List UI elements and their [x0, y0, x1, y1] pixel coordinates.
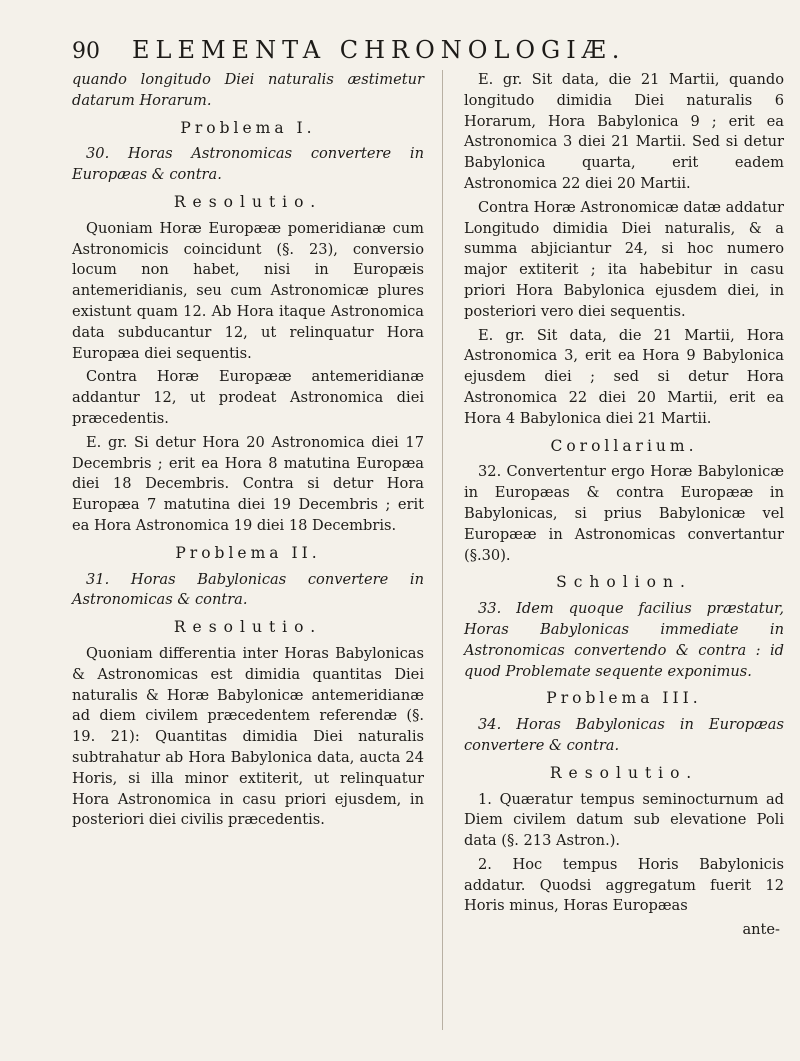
running-title: ELEMENTA CHRONOLOGIÆ. — [132, 36, 626, 64]
contra-text: Contra Horæ Astronomicæ datæ addatur Longitudo dimidia Diei naturalis, & a summa abjiciantur 24, si hoc numero major extiterit ; ita habebitur in casu priori Hora Babylonica ejusdem diei, in posteriori vero diei sequentis. — [464, 198, 784, 320]
example-1: E. gr. Sit data, die 21 Martii, quando longitudo dimidia Diei naturalis 6 Horarum, Hora Babylonica 9 ; erit ea Astronomica 3 diei 21 Martii. Sed si detur Babylonica quarta, erit eadem Astronomica 22 diei 20 Martii. — [464, 71, 784, 192]
section-30-text-1: Quoniam Horæ Europææ pomeridianæ cum Astronomicis coincidunt (§. 23), conversio locum non habet, nisi in Europæis antemeridianis, seu cum Astronomicæ plures existunt quam 12. Ab Hora itaque Astronomica data subducantur 12, ut relinquatur Hora Europæa diei sequentis. — [72, 219, 424, 362]
resolutio-3-heading: Resolutio. — [549, 763, 699, 782]
column-divider — [442, 70, 443, 1030]
catchword: ante- — [742, 921, 780, 939]
problema-2-heading: Problema II. — [175, 543, 321, 562]
resolutio-1-heading: Resolutio. — [173, 192, 323, 211]
intro-text: quando longitudo Diei naturalis æstimetur datarum Horarum. — [72, 71, 424, 109]
step-2: 2. Hoc tempus Horis Babylonicis addatur. Quodsi aggregatum fuerit 12 Horis minus, Horas Europæas — [464, 855, 784, 915]
section-33-text: 33. Idem quoque facilius præstatur, Horas Babylonicas immediate in Astronomicas convertendo & contra : id quod Problemate sequente exponimus. — [464, 600, 784, 680]
section-32-text: 32. Convertentur ergo Horæ Babylonicæ in Europæas & contra Europææ in Babylonicas, si prius Babylonicæ vel Europææ in Astronomicas convertantur (§.30). — [464, 463, 784, 564]
section-34-title: 34. Horas Babylonicas in Europæas convertere & contra. — [464, 716, 784, 754]
resolutio-2-heading: Resolutio. — [173, 618, 323, 637]
page-number: 90 — [72, 39, 100, 64]
page-header — [72, 36, 712, 72]
section-31-title: 31. Horas Babylonicas convertere in Astronomicas & contra. — [72, 570, 424, 609]
example-2: E. gr. Sit data, die 21 Martii, Hora Astronomica 3, erit ea Hora 9 Babylonica ejusdem diei ; sed si detur Hora Astronomica 22 diei 20 Martii, erit ea Hora 4 Babylonica diei 21 Martii. — [464, 326, 784, 427]
section-30-title: 30. Horas Astronomicas convertere in Europæas & contra. — [72, 145, 424, 184]
section-30-example: E. gr. Si detur Hora 20 Astronomica diei 17 Decembris ; erit ea Hora 8 matutina Europæa diei 18 Decembris. Contra si detur Hora Europæa 7 matutina diei 19 Decembris ; erit ea Hora Astronomica 19 diei 18 Decembris. — [72, 433, 424, 534]
step-1: 1. Quæratur tempus seminocturnum ad Diem civilem datum sub elevatione Poli data (§. 213 Astron.). — [464, 790, 784, 850]
problema-3-heading: Problema III. — [546, 689, 702, 708]
corollarium-heading: Corollarium. — [550, 436, 698, 455]
scholion-heading: Scholion. — [556, 573, 692, 592]
problema-1-heading: Problema I. — [180, 118, 316, 137]
section-30-text-2: Contra Horæ Europææ antemeridianæ addantur 12, ut prodeat Astronomica diei præcedentis. — [72, 368, 424, 427]
right-column — [464, 70, 784, 944]
left-column — [72, 70, 424, 834]
section-31-text: Quoniam differentia inter Horas Babylonicas & Astronomicas est dimidia quantitas Diei naturalis & Horæ Babylonicæ antemeridianæ ad diem civilem præcedentem referendæ (§. 19. 21): Quantitas dimidia Diei naturalis subtrahatur ab Hora Babylonica data, aucta 24 Horis, si illa minor extiterit, ut relinquatur Hora Astronomica in casu priori ejusdem, in posteriori diei civilis præcedentis. — [72, 644, 424, 829]
